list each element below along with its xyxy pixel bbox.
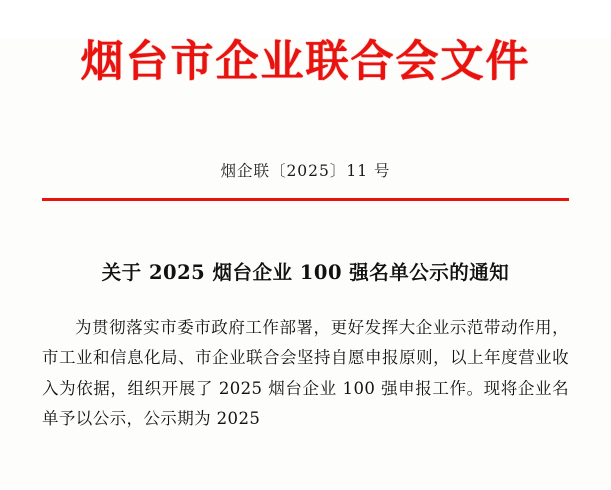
body-paragraph-1: 为贯彻落实市委市政府工作部署，更好发挥大企业示范带动作用，市工业和信息化局、市企业联合会坚持自愿申报原则，以上年度营业收入为依据，组织开展了 2025 烟台企业 100 强申报工作。现将企业名单予以公示，公示期为 2025 <box>42 317 569 429</box>
document-page <box>0 38 611 490</box>
document-title: 烟台市企业联合会文件 <box>80 37 531 87</box>
notice-body <box>42 313 569 435</box>
document-number: 烟企联〔2025〕11 号 <box>220 162 391 181</box>
red-horizontal-rule <box>42 198 569 201</box>
notice-subject-title: 关于 2025 烟台企业 100 强名单公示的通知 <box>101 260 510 284</box>
